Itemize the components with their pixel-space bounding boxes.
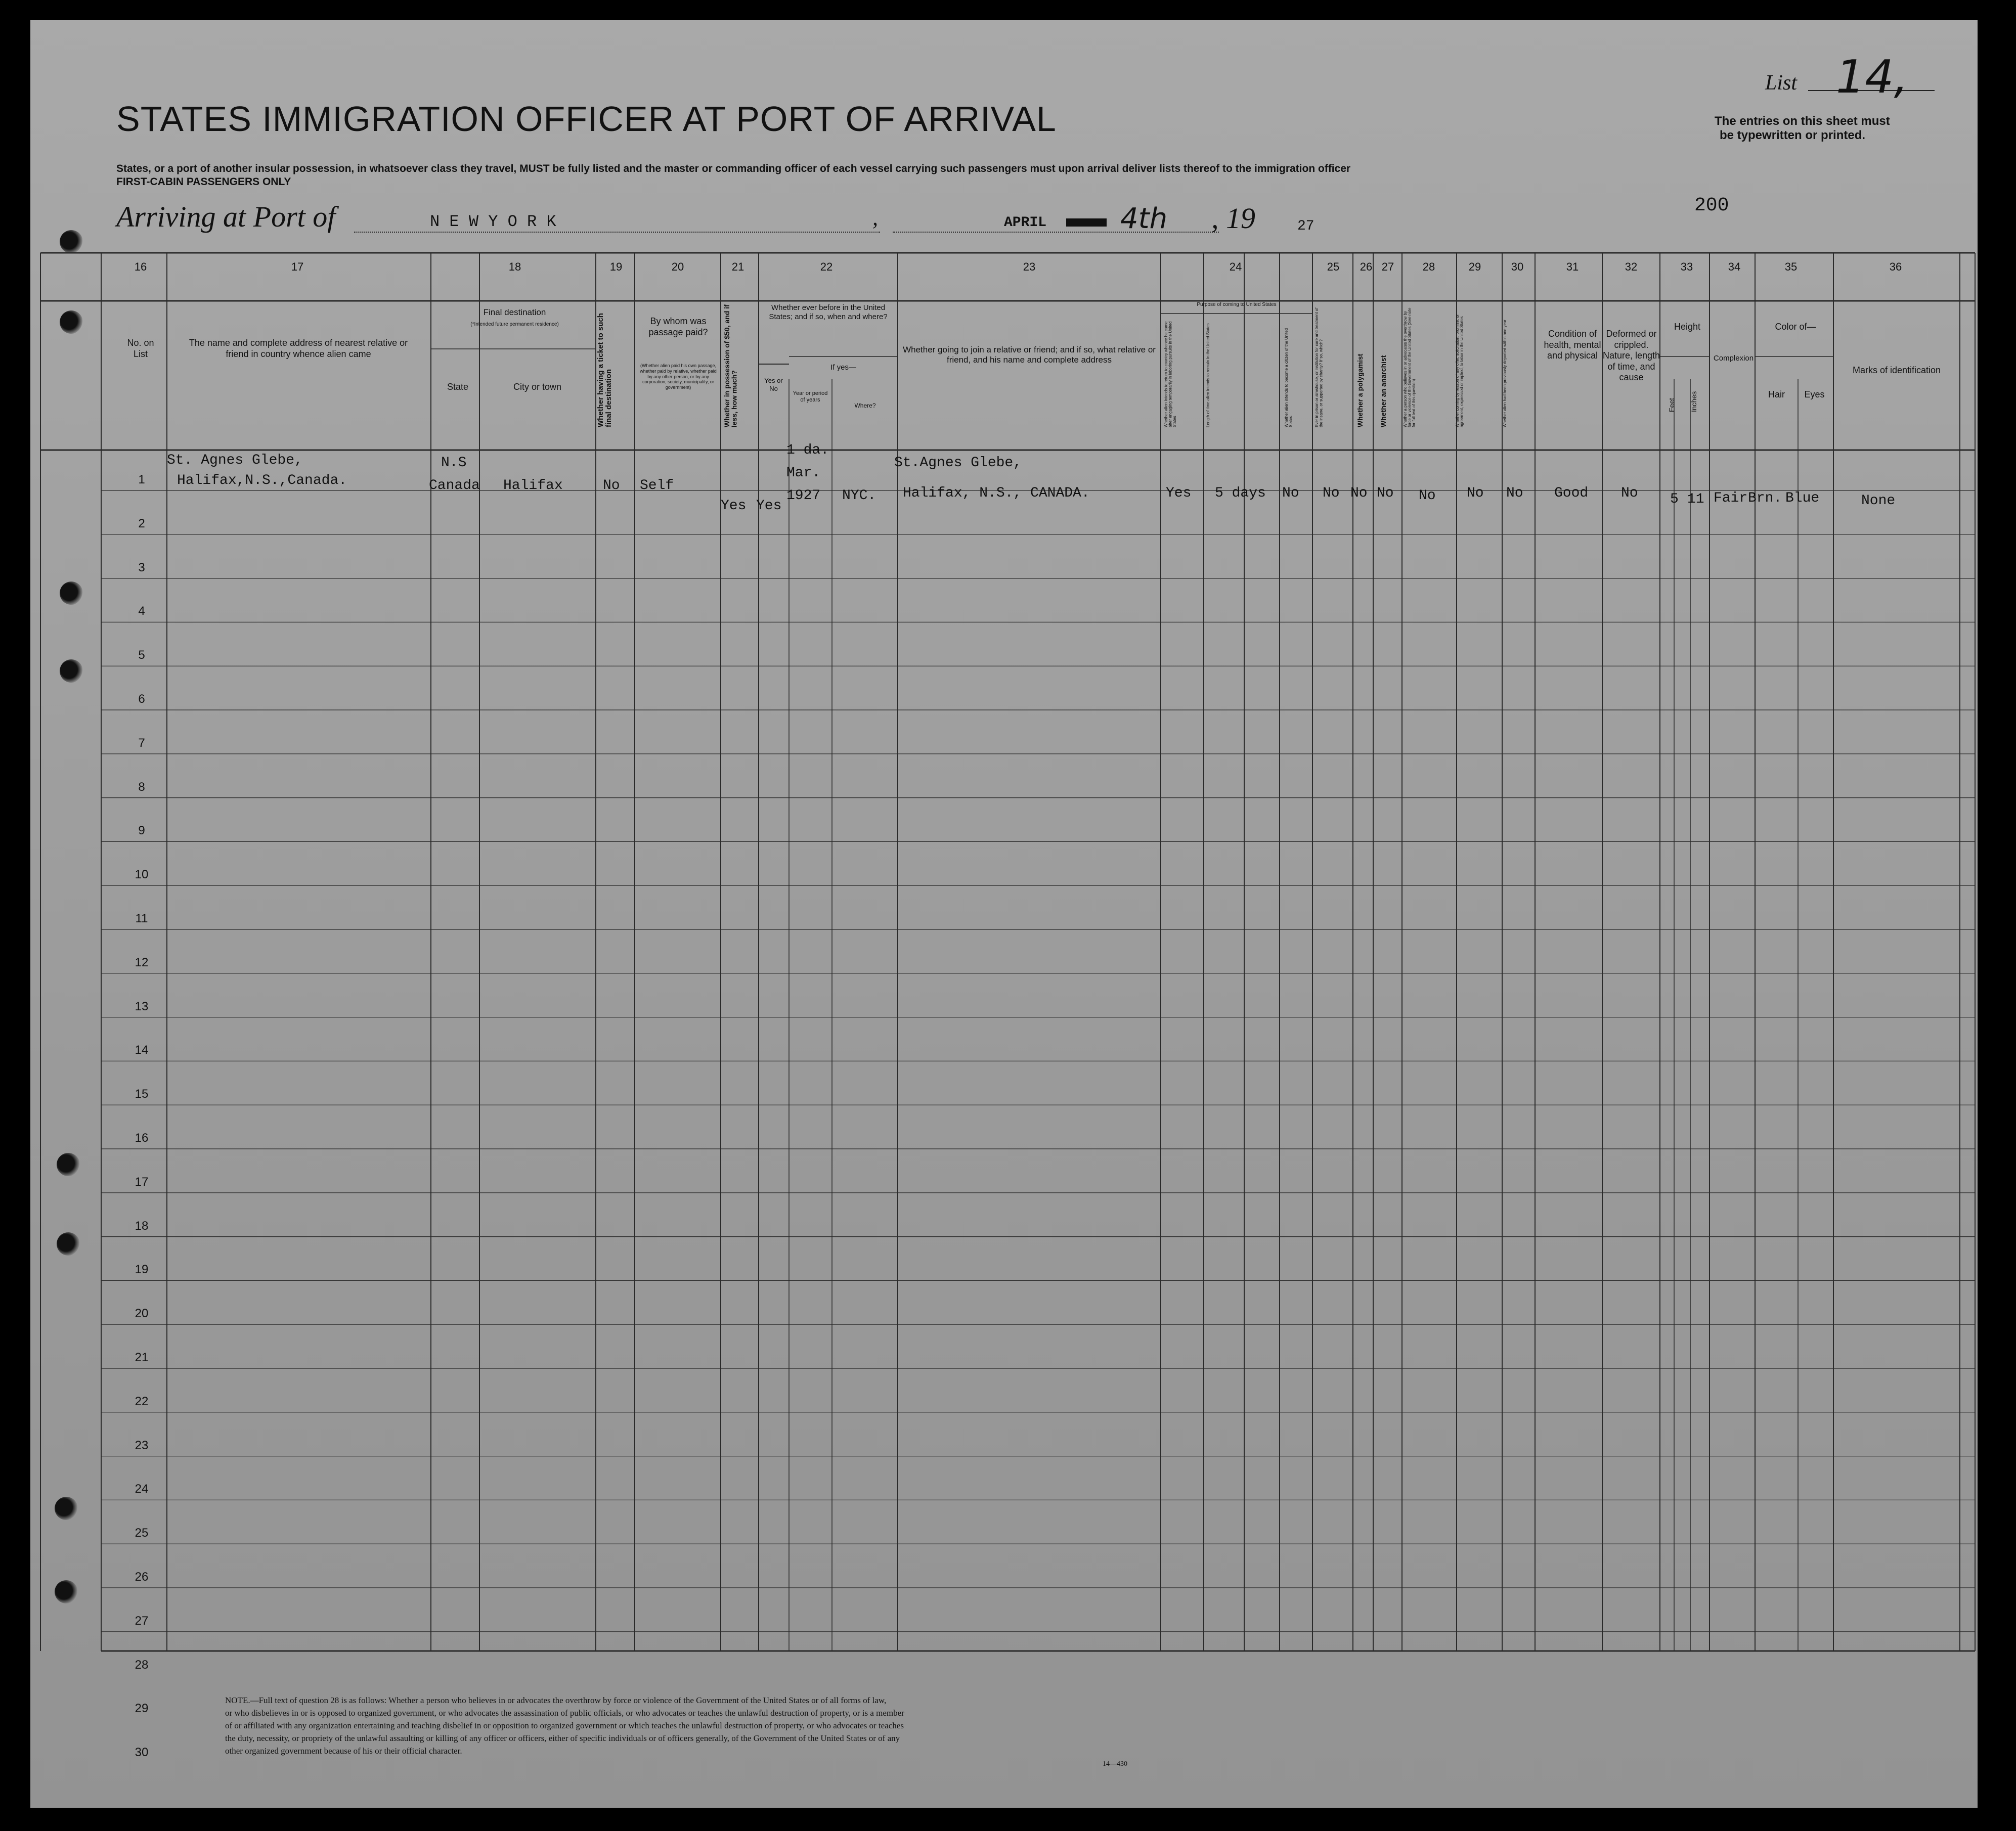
row-number: 13 bbox=[135, 999, 149, 1013]
footnote-line: of or affiliated with any organization entertaining and teaching disbelief in or opposition to organized government or which teaches the unlawful destruction of property, or who advocates or teaches bbox=[225, 1721, 904, 1730]
entry-relative: Halifax,N.S.,Canada. bbox=[177, 473, 347, 488]
entry-purpose-1: Yes bbox=[1166, 485, 1192, 501]
row-number: 4 bbox=[138, 604, 145, 618]
column-number: 29 bbox=[1468, 260, 1481, 273]
arriving-label: Arriving at Port of bbox=[116, 200, 336, 233]
entry-passage: Self bbox=[640, 478, 674, 494]
entry-anarchist: No bbox=[1377, 485, 1394, 501]
row-number: 26 bbox=[135, 1570, 149, 1584]
column-number: 18 bbox=[508, 260, 521, 273]
entry-city: Halifax bbox=[503, 478, 563, 494]
column-number: 19 bbox=[609, 260, 623, 273]
header-q28: Whether a person who believes in or advocates the overthrow by force or violence of the Government of the United States (See note for full text of this question) bbox=[1403, 307, 1416, 427]
page-number: 200 bbox=[1694, 195, 1729, 216]
entry-marks: None bbox=[1861, 493, 1896, 509]
entry-hair: Brn. bbox=[1748, 490, 1782, 506]
row-number: 16 bbox=[135, 1131, 149, 1145]
list-label: List bbox=[1765, 71, 1798, 95]
header-passage-paid: By whom was passage paid? bbox=[648, 316, 708, 337]
column-number: 23 bbox=[1023, 260, 1036, 273]
column-number: 26 bbox=[1360, 260, 1373, 273]
entry-period: 1 da. bbox=[786, 442, 829, 458]
entry-ever-before: Yes bbox=[756, 498, 782, 514]
header-height: Height bbox=[1674, 322, 1701, 332]
row-number: 25 bbox=[135, 1526, 149, 1540]
header-yes-or-no: Yes or No bbox=[764, 377, 783, 392]
header-final-destination-note: (*Intended future permanent residence) bbox=[470, 322, 559, 327]
entries-note: be typewritten or printed. bbox=[1720, 128, 1866, 142]
row-number: 1 bbox=[138, 473, 145, 486]
class-line: FIRST-CABIN PASSENGERS ONLY bbox=[116, 176, 291, 188]
column-number: 25 bbox=[1327, 260, 1340, 273]
entry-purpose-3: No bbox=[1282, 485, 1299, 501]
header-year-period: Year or period of years bbox=[793, 390, 828, 404]
row-number: 30 bbox=[135, 1746, 149, 1760]
header-possession: Whether in possession of $50, and if less, how much? bbox=[723, 304, 738, 427]
header-anarchist: Whether an anarchist bbox=[1379, 355, 1387, 427]
year-prefix: , 19 bbox=[1211, 202, 1255, 235]
year-suffix: 27 bbox=[1297, 218, 1314, 234]
row-number: 11 bbox=[135, 912, 148, 925]
column-number: 21 bbox=[731, 260, 744, 273]
header-relative-address: The name and complete address of nearest relative or friend in country whence alien came bbox=[189, 338, 408, 359]
month: APRIL bbox=[1004, 215, 1047, 231]
column-number: 20 bbox=[671, 260, 684, 273]
subtitle: States, or a port of another insular possession, in whatsoever class they travel, MUST be fully listed and the master or commanding officer of each vessel carrying such passengers must upon arrival deliver lists thereof to the immigration officer bbox=[116, 163, 1351, 174]
entry-join: St.Agnes Glebe, bbox=[894, 455, 1022, 471]
header-prison: Ever in prison or almshouse, or institution for care and treatment of the insane, or supported by charity? If so, which? bbox=[1314, 307, 1324, 427]
row-number: 12 bbox=[135, 955, 149, 969]
header-inches: Inches bbox=[1690, 391, 1698, 412]
page-title: STATES IMMIGRATION OFFICER AT PORT OF ARRIVAL bbox=[116, 99, 1057, 139]
list-number: 14, bbox=[1836, 51, 1909, 104]
entry-deformed: No bbox=[1621, 485, 1638, 501]
column-number: 17 bbox=[291, 260, 304, 273]
row-number: 22 bbox=[135, 1394, 149, 1408]
footnote-line: the duty, necessity, or propriety of the unlawful assaulting or killing of any officer or officers, either of specific individuals or of officers generally, of the Government of the United States or of any bbox=[225, 1733, 900, 1743]
row-number: 2 bbox=[138, 516, 145, 530]
row-number: 3 bbox=[138, 560, 145, 574]
column-number: 35 bbox=[1784, 260, 1798, 273]
header-city: City or town bbox=[513, 382, 562, 392]
entry-health: Good bbox=[1554, 485, 1589, 501]
column-number: 34 bbox=[1728, 260, 1741, 273]
header-join-relative: Whether going to join a relative or friend; and if so, what relative or friend, and his name and complete address bbox=[903, 345, 1156, 365]
entry-period: 1927 bbox=[786, 488, 821, 504]
entry-q29: No bbox=[1467, 485, 1484, 501]
row-number: 15 bbox=[135, 1087, 149, 1101]
header-passage-note: (Whether alien paid his own passage, whether paid by relative, whether paid by any other person, or by any corporation, society, municipality, or government) bbox=[640, 363, 717, 390]
header-feet: Feet bbox=[1668, 397, 1676, 412]
entry-purpose-2: 5 days bbox=[1215, 485, 1266, 501]
header-final-destination: Final destination bbox=[483, 307, 546, 317]
entry-eyes: Blue bbox=[1785, 490, 1820, 506]
header-purpose-1: Whether alien intends to return to country whence he came after engaging temporarily in laboring pursuits in the United States bbox=[1164, 321, 1177, 427]
header-color-of: Color of— bbox=[1775, 322, 1816, 332]
row-number: 21 bbox=[135, 1351, 149, 1364]
row-number: 10 bbox=[135, 868, 149, 882]
header-purpose: Purpose of coming to United States bbox=[1197, 302, 1277, 307]
row-number: 24 bbox=[135, 1482, 149, 1496]
comma: , bbox=[872, 205, 878, 230]
column-number: 33 bbox=[1680, 260, 1693, 273]
port-name: N E W Y O R K bbox=[430, 212, 556, 231]
entries-note: The entries on this sheet must bbox=[1715, 114, 1890, 128]
row-number: 6 bbox=[138, 692, 145, 706]
header-q29: Whether coming by reason of any offer, solicitation, promise, or agreement, expressed or implied, to labor in the United States bbox=[1455, 314, 1464, 427]
row-number: 5 bbox=[138, 648, 145, 662]
column-number: 36 bbox=[1889, 260, 1902, 273]
row-number: 18 bbox=[135, 1219, 149, 1233]
header-purpose-3: Whether alien intends to become a citizen of the United States bbox=[1284, 328, 1293, 427]
footnote-line: NOTE.—Full text of question 28 is as follows: Whether a person who believes in or advocates the overthrow by force or violence of the Government of the United States or of all forms of law, bbox=[225, 1695, 887, 1705]
entry-possession: Yes bbox=[721, 498, 747, 514]
entry-q28: No bbox=[1419, 488, 1436, 504]
entry-polygamist: No bbox=[1350, 485, 1368, 501]
header-complexion: Complexion bbox=[1713, 354, 1754, 363]
column-number: 30 bbox=[1511, 260, 1524, 273]
entry-where: NYC. bbox=[842, 488, 876, 504]
header-purpose-2: Length of time alien intends to remain in the United States bbox=[1206, 323, 1210, 427]
column-number: 24 bbox=[1229, 260, 1242, 273]
column-number: 22 bbox=[820, 260, 833, 273]
entry-feet: 5 bbox=[1670, 492, 1679, 507]
entry-state: Canada bbox=[429, 478, 480, 494]
row-number: 23 bbox=[135, 1438, 149, 1452]
row-number: 17 bbox=[135, 1175, 149, 1189]
header-state: State bbox=[447, 382, 469, 392]
column-number: 16 bbox=[134, 260, 147, 273]
footnote-line: or who disbelieves in or is opposed to organized government, or who advocates the assassination of public officials, or who advocates or teaches the unlawful destruction of property, or is a member bbox=[225, 1708, 904, 1718]
entry-relative: St. Agnes Glebe, bbox=[167, 453, 303, 468]
entry-period: Mar. bbox=[786, 465, 821, 481]
column-number: 31 bbox=[1566, 260, 1579, 273]
header-eyes: Eyes bbox=[1804, 389, 1825, 399]
column-number: 32 bbox=[1625, 260, 1638, 273]
header-if-yes: If yes— bbox=[830, 363, 856, 372]
row-number: 20 bbox=[135, 1307, 149, 1321]
entry-ticket: No bbox=[603, 478, 620, 494]
entry-join: Halifax, N.S., CANADA. bbox=[903, 485, 1090, 501]
header-hair: Hair bbox=[1768, 389, 1785, 399]
header-marks: Marks of identification bbox=[1852, 365, 1941, 375]
header-ticket: Whether having a ticket to such final destination bbox=[596, 313, 613, 427]
entry-state: N.S bbox=[441, 455, 467, 471]
entry-prison: No bbox=[1323, 485, 1340, 501]
day: 4th bbox=[1120, 202, 1168, 235]
footnote-line: other organized government because of his or their official character. bbox=[225, 1746, 462, 1756]
row-number: 19 bbox=[135, 1263, 149, 1277]
row-number: 27 bbox=[135, 1614, 149, 1628]
entry-complexion: Fair bbox=[1714, 490, 1748, 506]
header-where: Where? bbox=[854, 402, 876, 409]
header-health: Condition of health, mental and physical bbox=[1544, 329, 1601, 361]
row-number: 8 bbox=[138, 780, 145, 794]
header-polygamist: Whether a polygamist bbox=[1356, 353, 1364, 427]
header-q30: Whether alien had been previously deported within one year bbox=[1503, 319, 1507, 427]
header-deformed: Deformed or crippled. Nature, length of time, and cause bbox=[1602, 329, 1660, 383]
row-number: 29 bbox=[135, 1702, 149, 1716]
row-number: 28 bbox=[135, 1658, 149, 1672]
row-number: 14 bbox=[135, 1043, 149, 1057]
form-number: 14—430 bbox=[1103, 1760, 1127, 1768]
header-ever-before: Whether ever before in the United States; and if so, when and where? bbox=[769, 303, 888, 321]
entry-q30: No bbox=[1506, 485, 1523, 501]
header-no-on-list: No. on List bbox=[127, 338, 154, 359]
column-number: 27 bbox=[1381, 260, 1394, 273]
row-number: 7 bbox=[138, 736, 145, 750]
column-number: 28 bbox=[1422, 260, 1435, 273]
row-number: 9 bbox=[138, 824, 145, 838]
entry-inches: 11 bbox=[1687, 492, 1704, 507]
